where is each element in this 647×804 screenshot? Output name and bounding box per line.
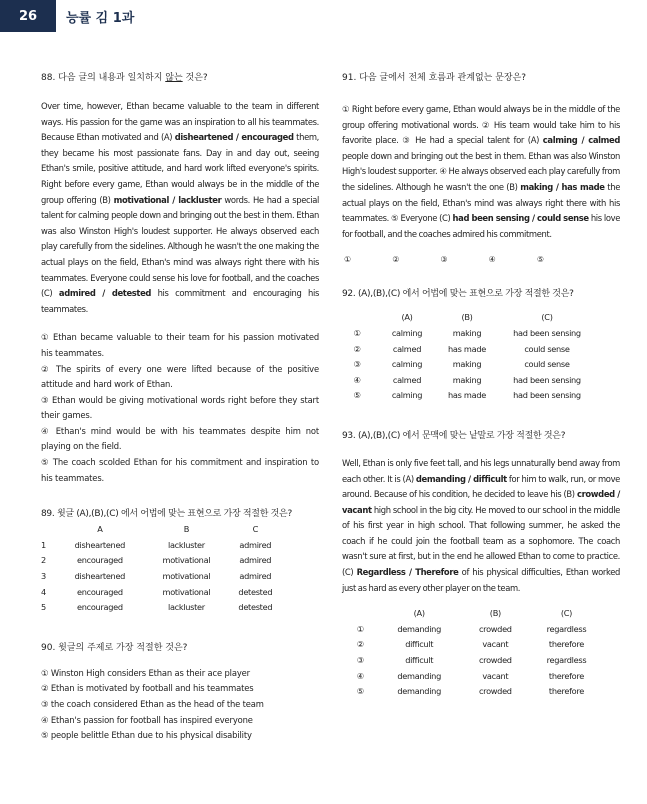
table-cell: lackluster bbox=[167, 539, 205, 550]
q93-header-a: (A) bbox=[413, 608, 425, 619]
q92-header-a: (A) bbox=[401, 312, 413, 323]
table-cell: detested bbox=[238, 602, 273, 613]
table-cell: crowded bbox=[478, 655, 512, 666]
q89-header-a: A bbox=[97, 524, 103, 535]
page-number: 26 bbox=[0, 0, 56, 32]
right-column bbox=[342, 70, 620, 700]
table-cell: crowded bbox=[478, 623, 512, 634]
answer-choice: ③ bbox=[440, 255, 448, 265]
table-cell: had been sensing bbox=[513, 390, 581, 401]
table-row bbox=[41, 553, 281, 569]
table-cell: crowded bbox=[478, 686, 512, 697]
table-cell: encouraged bbox=[77, 602, 123, 613]
passage-text: ① Right before every game, Ethan would always be in the middle of the group offering motivational words. ② His team would take him to his favorite place. ③ He had a special talent for (A) bbox=[342, 104, 620, 146]
table-cell: encouraged bbox=[77, 586, 123, 597]
table-cell: therefore bbox=[548, 686, 584, 697]
table-row bbox=[342, 342, 602, 358]
table-cell: difficult bbox=[405, 639, 434, 650]
answer-option: ② The spirits of every one were lifted because of the positive attitude and hard work of Ethan. bbox=[41, 363, 319, 390]
q90-options bbox=[41, 666, 319, 744]
table-row bbox=[342, 373, 602, 389]
choice-pair: demanding / difficult bbox=[415, 473, 507, 484]
table-row bbox=[41, 569, 281, 585]
table-row bbox=[41, 585, 281, 601]
choice-pair: Regardless / Therefore bbox=[356, 567, 459, 578]
choice-pair: had been sensing / could sense bbox=[452, 213, 589, 224]
table-row bbox=[342, 357, 602, 373]
table-cell: difficult bbox=[405, 655, 434, 666]
table-cell: making bbox=[452, 327, 482, 338]
table-row bbox=[41, 600, 281, 616]
q92-header-b: (B) bbox=[461, 312, 473, 323]
choice-pair: crowded / vacant bbox=[342, 489, 621, 515]
table-row bbox=[342, 669, 602, 685]
passage-text: his love for football, and the coaches admired his commitment. bbox=[342, 213, 621, 239]
table-cell: had been sensing bbox=[513, 327, 581, 338]
passage-text: Well, Ethan is only five feet tall, and his legs unnaturally bend away from each other. It is (A) bbox=[342, 457, 620, 484]
table-cell: motivational bbox=[162, 555, 211, 566]
table-cell: detested bbox=[238, 586, 273, 597]
q93-table bbox=[342, 606, 602, 700]
row-number: ② bbox=[353, 343, 361, 354]
table-cell: vacant bbox=[482, 639, 509, 650]
choice-pair: calming / calmed bbox=[542, 135, 620, 146]
q89-question: 89. 윗글 (A),(B),(C) 에서 어법에 맞는 표현으로 가장 적절한 것은? bbox=[41, 509, 292, 520]
passage-text: his commitment and encouraging his teammates. bbox=[41, 288, 319, 314]
q93-header-b: (B) bbox=[489, 608, 501, 619]
table-cell: regardless bbox=[546, 623, 587, 634]
table-cell: therefore bbox=[548, 670, 584, 681]
q91-question: 91. 다음 글에서 전체 흐름과 관계없는 문장은? bbox=[342, 73, 527, 83]
passage-text: for him to walk, run, or move around. Because of his condition, he decided to leave his (B) bbox=[342, 473, 620, 500]
row-number: ③ bbox=[353, 359, 361, 370]
answer-option: ③ Ethan would be giving motivational words right before they start their games. bbox=[41, 394, 319, 421]
q89-table bbox=[41, 522, 281, 616]
answer-option: ④ Ethan's mind would be with his teammates despite him not playing on the field. bbox=[41, 425, 319, 452]
table-cell: has made bbox=[448, 343, 486, 354]
row-number: 4 bbox=[41, 586, 46, 597]
table-cell: motivational bbox=[162, 586, 211, 597]
q88-question: 88. 다음 글의 내용과 일치하지 않는 것은? bbox=[41, 73, 208, 83]
table-cell: could sense bbox=[524, 343, 570, 354]
answer-choice: ⑤ bbox=[536, 255, 544, 265]
table-cell: admired bbox=[239, 555, 272, 566]
table-cell: calming bbox=[391, 390, 423, 401]
table-cell: vacant bbox=[482, 670, 509, 681]
passage-text: words. He had a special talent for calming people down and bringing out the best in them. Ethan was also Winston High's loudest supporter. He always observed each play carefully from the sidelines. Although he wasn't the one making the actual plays on the field, Ethan's mind was always right there with his teammates. Everyone could sense his love for football, and the coaches (C) bbox=[41, 194, 319, 299]
q89-header-c: C bbox=[252, 524, 259, 535]
answer-option: ② Ethan is motivated by football and his teammates bbox=[41, 683, 254, 694]
q90-question: 90. 윗글의 주제로 가장 적절한 것은? bbox=[41, 642, 188, 653]
answer-option: ① Ethan became valuable to their team for his passion motivated his teammates. bbox=[41, 332, 319, 358]
passage-text: people down and bringing out the best in them. Ethan was also Winston High's loudest supporter. ④ He always observed each play carefully from the sidelines. Although he wasn't the one (B) bbox=[342, 150, 620, 192]
q93-question: 93. (A),(B),(C) 에서 문맥에 맞는 낱말로 가장 적절한 것은? bbox=[342, 430, 566, 441]
table-cell: calming bbox=[391, 359, 423, 370]
table-row bbox=[342, 622, 602, 638]
answer-choice: ② bbox=[392, 255, 400, 265]
choice-pair: disheartened / encouraged bbox=[174, 132, 294, 143]
row-number: ⑤ bbox=[356, 686, 364, 697]
q91-choices bbox=[342, 256, 544, 264]
q92-question: 92. (A),(B),(C) 에서 어법에 맞는 표현으로 가장 적절한 것은? bbox=[342, 289, 574, 300]
table-cell: lackluster bbox=[167, 602, 205, 613]
row-number: ① bbox=[353, 327, 361, 338]
passage-text: of his physical difficulties, Ethan worked just as hard as every other player on the team. bbox=[342, 567, 620, 593]
choice-pair: admired / detested bbox=[58, 288, 152, 299]
table-cell: admired bbox=[239, 539, 272, 550]
row-number: ② bbox=[356, 639, 364, 650]
page-title: 능률 김 1과 bbox=[66, 10, 135, 26]
table-cell: had been sensing bbox=[513, 374, 581, 385]
answer-option: ① Winston High considers Ethan as their ace player bbox=[41, 667, 250, 678]
left-column bbox=[41, 70, 319, 744]
row-number: 1 bbox=[41, 539, 46, 550]
table-cell: could sense bbox=[524, 359, 570, 370]
q91-passage bbox=[342, 102, 620, 242]
answer-option: ④ Ethan's passion for football has inspired everyone bbox=[41, 714, 253, 725]
table-cell: calmed bbox=[392, 374, 422, 385]
answer-option: ⑤ people belittle Ethan due to his physical disability bbox=[41, 730, 252, 741]
table-cell: making bbox=[452, 359, 482, 370]
table-cell: encouraged bbox=[77, 555, 123, 566]
q93-header-c: (C) bbox=[560, 608, 573, 619]
table-cell: demanding bbox=[397, 686, 441, 697]
row-number: ④ bbox=[356, 670, 364, 681]
q92-table bbox=[342, 310, 602, 404]
table-row bbox=[342, 653, 602, 669]
table-cell: demanding bbox=[397, 623, 441, 634]
table-row bbox=[342, 637, 602, 653]
row-number: ① bbox=[356, 623, 364, 634]
passage-text: high school in the big city. He moved to our school in the middle of his first year in high school. That following summer, he asked the coach if he could join the football team as a sophomore. The coach wasn't sure at first, but in the end he allowed Ethan to come to practice. (C) bbox=[342, 504, 620, 578]
row-number: ⑤ bbox=[353, 390, 361, 401]
table-row bbox=[342, 684, 602, 700]
q88-options bbox=[41, 330, 319, 486]
table-cell: motivational bbox=[162, 571, 211, 582]
row-number: 5 bbox=[41, 602, 46, 613]
row-number: 3 bbox=[41, 571, 46, 582]
row-number: ④ bbox=[353, 374, 361, 385]
q93-passage bbox=[342, 456, 620, 596]
table-cell: therefore bbox=[548, 639, 584, 650]
answer-option: ③ the coach considered Ethan as the head of the team bbox=[41, 699, 264, 709]
answer-choice: ④ bbox=[488, 255, 496, 265]
answer-choice: ① bbox=[344, 255, 352, 265]
row-number: ③ bbox=[356, 655, 364, 666]
table-cell: disheartened bbox=[74, 539, 126, 550]
passage-text: the actual plays on the field, Ethan's mind was always right there with his teammates. ⑤ Everyone (C) bbox=[342, 181, 621, 224]
answer-option: ⑤ The coach scolded Ethan for his commitment and inspiration to his teammates. bbox=[41, 457, 319, 483]
q89-header-b: B bbox=[183, 524, 190, 535]
table-cell: demanding bbox=[397, 670, 441, 681]
table-cell: has made bbox=[448, 390, 486, 401]
q92-header-c: (C) bbox=[541, 312, 553, 323]
table-cell: regardless bbox=[546, 655, 587, 666]
table-cell: calmed bbox=[392, 343, 422, 354]
table-cell: disheartened bbox=[74, 571, 126, 582]
passage-text: them, they became his most passionate fans. Day in and day out, seeing Ethan's smile, positive attitude, and hard work lifted everyone's spirits. Right before every game, Ethan would always be in the middle of the group offering (B) bbox=[41, 132, 319, 205]
q88-passage bbox=[41, 99, 319, 317]
table-row bbox=[342, 326, 602, 342]
table-cell: calming bbox=[391, 327, 423, 338]
table-row bbox=[342, 388, 602, 404]
table-row bbox=[41, 538, 281, 554]
choice-pair: motivational / lackluster bbox=[113, 194, 222, 205]
row-number: 2 bbox=[41, 555, 46, 566]
table-cell: admired bbox=[239, 571, 272, 582]
choice-pair: making / has made bbox=[520, 181, 605, 192]
table-cell: making bbox=[452, 374, 482, 385]
passage-text: Over time, however, Ethan became valuable to the team in different ways. His passion for the game was an inspiration to all his teammates. Because Ethan motivated and (A) bbox=[41, 101, 319, 143]
